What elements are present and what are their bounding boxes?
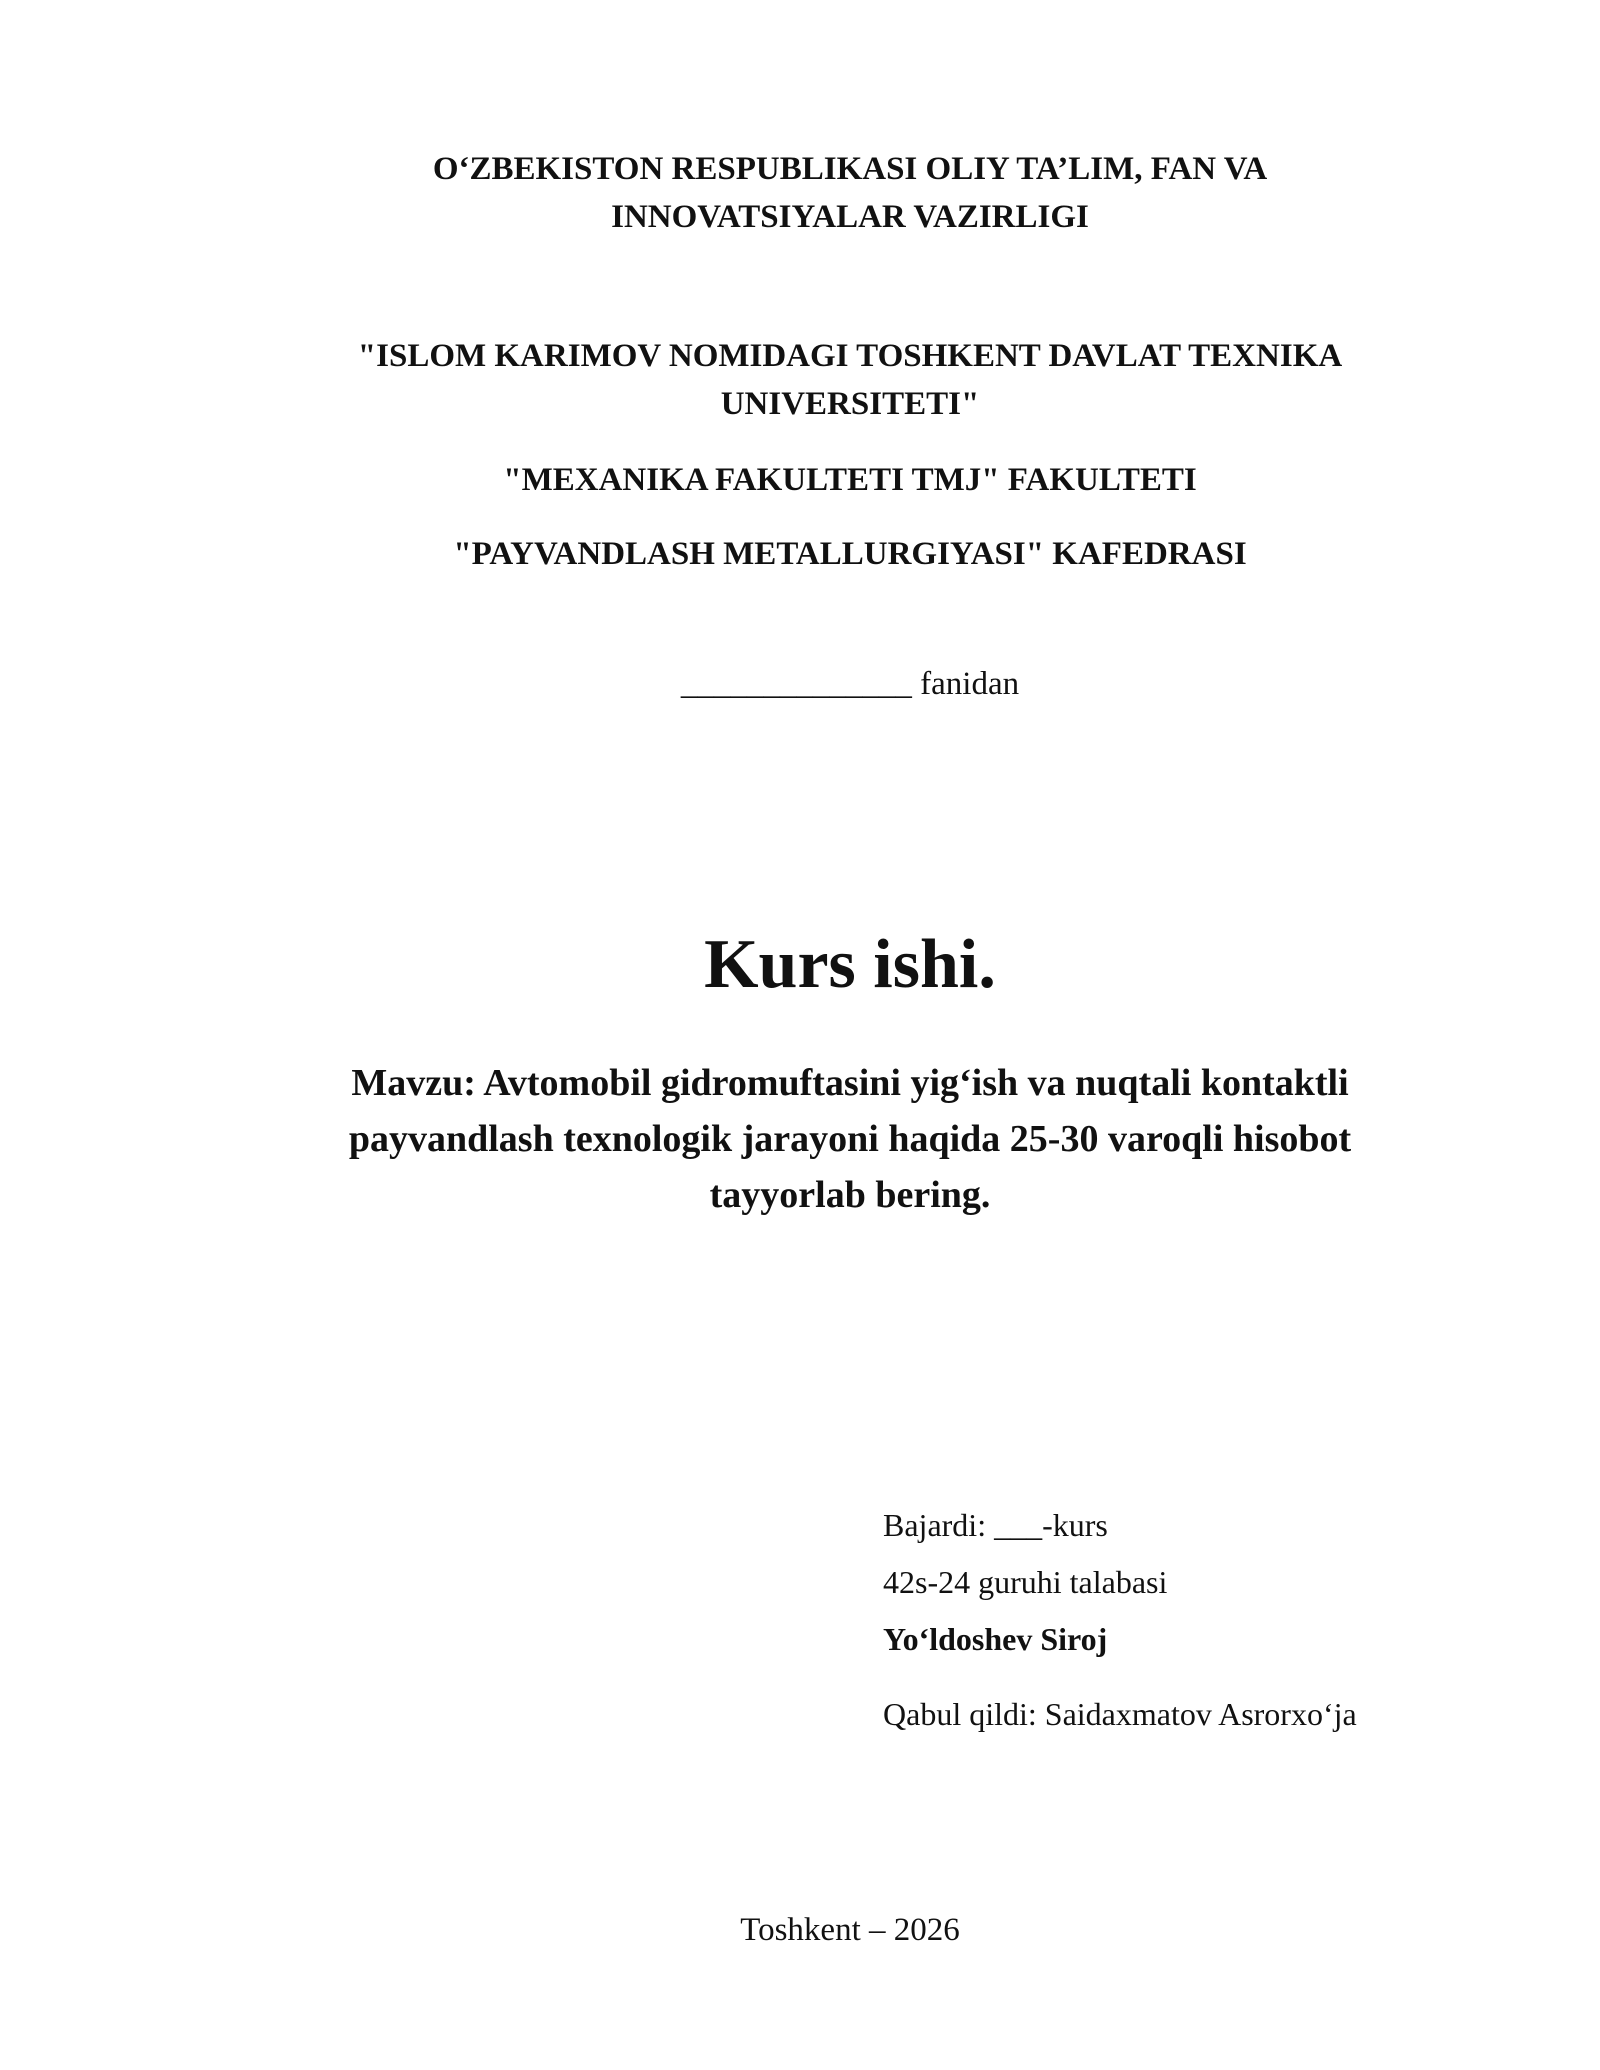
ministry-line-2: INNOVATSIYALAR VAZIRLIGI — [611, 199, 1089, 235]
university-line-2: UNIVERSITETI" — [720, 386, 980, 422]
department-line: "PAYVANDLASH METALLURGIYASI" KAFEDRASI — [453, 536, 1247, 572]
done-by-line: Bajardi: ___-kurs — [883, 1507, 1108, 1543]
ministry-heading — [300, 145, 1400, 241]
group-line: 42s-24 guruhi talabasi — [883, 1564, 1168, 1600]
topic-block — [300, 1055, 1400, 1223]
student-name: Yo‘ldoshev Siroj — [883, 1621, 1108, 1657]
subject-line: ______________ fanidan — [680, 666, 1020, 702]
faculty-line: "MEXANIKA FAKULTETI TMJ" FAKULTETI — [503, 462, 1197, 498]
topic-line-2: payvandlash texnologik jarayoni haqida 25-30 varoqli hisobot — [348, 1118, 1352, 1160]
accepted-by-line: Qabul qildi: Saidaxmatov Asrorxo‘ja — [883, 1696, 1357, 1732]
city-year: Toshkent – 2026 — [740, 1912, 960, 1948]
ministry-line-1: O‘ZBEKISTON RESPUBLIKASI OLIY TA’LIM, FAN VA — [432, 151, 1268, 187]
university-line-1: "ISLOM KARIMOV NOMIDAGI TOSHKENT DAVLAT TEXNIKA — [357, 338, 1343, 374]
department-heading — [300, 530, 1400, 578]
topic-line-3: tayyorlab bering. — [709, 1174, 991, 1216]
topic-line-1: Mavzu: Avtomobil gidromuftasini yig‘ish va nuqtali kontaktli — [351, 1062, 1349, 1104]
university-heading — [300, 332, 1400, 428]
document-title: Kurs ishi. — [704, 926, 996, 1003]
faculty-heading — [300, 456, 1400, 504]
